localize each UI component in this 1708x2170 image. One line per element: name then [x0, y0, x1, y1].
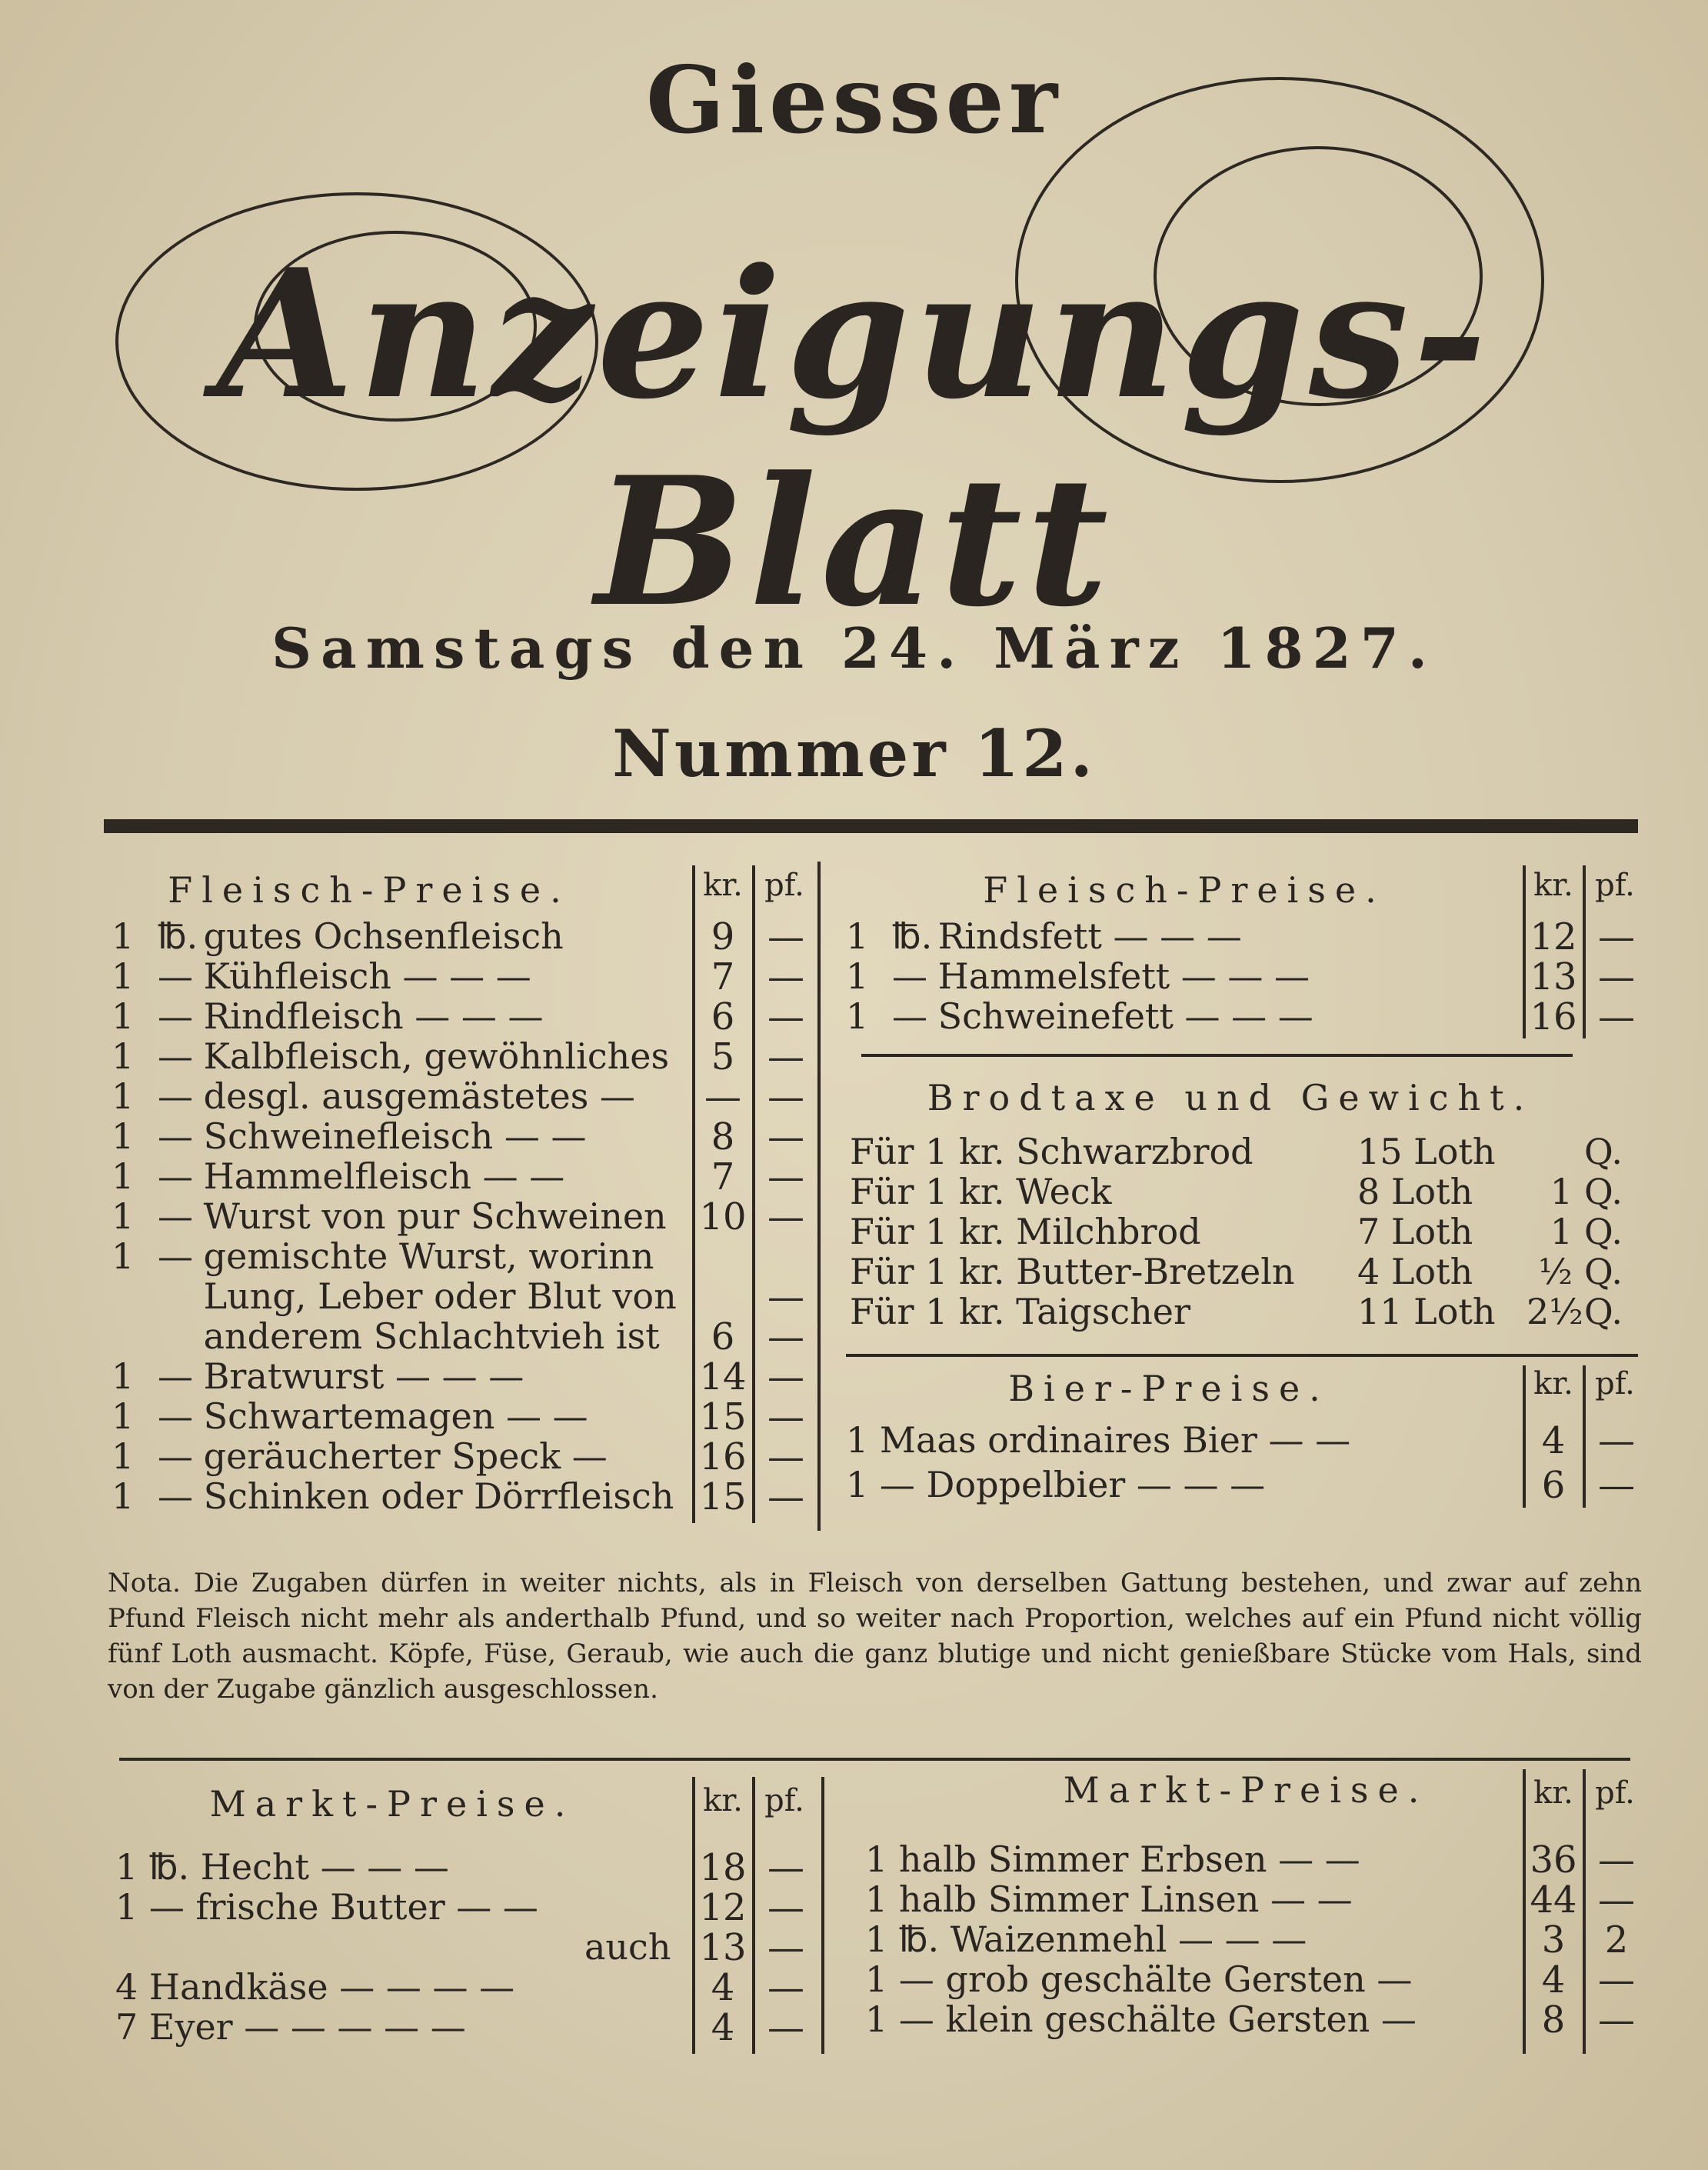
meat-left-row: [112, 1075, 635, 1117]
top-rule: [104, 819, 1638, 833]
meat-right-row: [846, 995, 1313, 1037]
row-item: Kalbfleisch, gewöhnliches: [192, 1035, 670, 1077]
bread-weight: 7 Loth: [1357, 1211, 1473, 1252]
meat-left-row: [112, 1275, 677, 1317]
row-kr: 4: [1541, 1958, 1566, 2002]
row-kr: 12: [1530, 915, 1577, 958]
meat-left-row: [112, 1195, 667, 1237]
row-kr: 8: [1541, 1998, 1566, 2042]
row-unit: —: [158, 955, 193, 997]
row-unit: —: [158, 1035, 193, 1077]
market-right-kr-line-l: [1523, 1769, 1526, 2054]
row-pf: —: [1598, 955, 1635, 998]
row-pf: —: [767, 1355, 804, 1398]
row-quantity: 1: [112, 1195, 135, 1237]
beer-rule: [846, 1354, 1638, 1357]
row-quantity: 1: [112, 1355, 135, 1397]
row-pf: —: [767, 1435, 804, 1478]
row-pf: —: [1598, 915, 1635, 958]
row-item: Schinken oder Dörrfleisch: [192, 1475, 674, 1517]
row-pf: —: [1598, 1878, 1635, 1922]
row-quantity: 1: [846, 915, 869, 957]
meat-left-row: [112, 1355, 524, 1397]
meat-left-row: [112, 1115, 587, 1157]
bread-weight: 8 Loth: [1357, 1171, 1473, 1212]
row-item: Bratwurst — — —: [192, 1355, 524, 1397]
row-unit: —: [158, 995, 193, 1037]
bread-label: Für 1 kr. Weck: [850, 1171, 1112, 1212]
row-kr: 15: [699, 1395, 747, 1438]
meat-left-row: [112, 1035, 669, 1077]
row-pf: —: [767, 1966, 804, 2009]
row-item: geräucherter Speck —: [192, 1435, 608, 1477]
masthead-top: Giesser: [645, 46, 1063, 155]
row-item: anderem Schlachtvieh ist: [192, 1315, 660, 1357]
meat-right-pf-header: pf.: [1595, 868, 1635, 903]
row-kr: 6: [711, 1315, 735, 1358]
row-unit: —: [158, 1355, 193, 1397]
row-unit: ℔.: [158, 915, 198, 957]
masthead-title: Anzeigungs-Blatt: [216, 231, 1492, 646]
row-kr: 6: [711, 995, 735, 1038]
meat-left-kr-line-l: [692, 865, 695, 1523]
bread-label: Für 1 kr. Schwarzbrod: [850, 1131, 1254, 1172]
row-unit: ℔.: [892, 915, 933, 957]
row-quantity: 1: [112, 1475, 135, 1517]
row-pf: —: [767, 1115, 804, 1158]
bread-quarter-count: 2½: [1527, 1291, 1583, 1332]
meat-left-title: Fleisch-Preise.: [168, 869, 571, 911]
meat-left-row: [112, 1395, 588, 1437]
bread-quarter-unit: Q.: [1584, 1291, 1623, 1332]
row-kr: 9: [711, 915, 735, 958]
row-kr: 14: [699, 1355, 747, 1398]
market-rule: [119, 1758, 1630, 1761]
row-item: Schweinefleisch — —: [192, 1115, 587, 1157]
meat-left-row: [112, 1235, 654, 1277]
market-right-row-item: 1 — grob geschälte Gersten —: [865, 1958, 1413, 2000]
row-kr: 16: [699, 1435, 747, 1478]
row-item: Schwartemagen — —: [192, 1395, 588, 1437]
row-item: Kühfleisch — — —: [192, 955, 531, 997]
row-kr: 16: [1530, 995, 1577, 1038]
row-item: gutes Ochsenfleisch: [192, 915, 564, 957]
meat-right-row: [846, 955, 1310, 997]
market-right-row-item: 1 — klein geschälte Gersten —: [865, 1998, 1417, 2040]
row-unit: —: [158, 1115, 193, 1157]
row-pf: —: [1598, 1838, 1635, 1882]
row-pf: —: [767, 1275, 804, 1318]
row-pf: —: [1598, 995, 1635, 1038]
row-kr: 8: [711, 1115, 735, 1158]
row-quantity: 1: [846, 995, 869, 1037]
row-quantity: 1: [112, 1115, 135, 1157]
meat-left-row: [112, 1155, 564, 1197]
row-quantity: 1: [112, 995, 135, 1037]
row-pf: —: [767, 1075, 804, 1118]
row-quantity: 1: [112, 1435, 135, 1477]
row-item: desgl. ausgemästetes —: [192, 1075, 635, 1117]
bread-weight: 4 Loth: [1357, 1251, 1473, 1292]
meat-left-row: [112, 1435, 608, 1477]
meat-right-kr-header: kr.: [1533, 868, 1573, 903]
row-item: Hammelsfett — — —: [927, 955, 1310, 997]
row-item: Wurst von pur Schweinen: [192, 1195, 667, 1237]
market-left-row-item: auch: [584, 1926, 671, 1968]
market-right-kr-header: kr.: [1533, 1775, 1573, 1811]
bread-label: Für 1 kr. Butter-Bretzeln: [850, 1251, 1295, 1292]
row-quantity: 1: [112, 915, 135, 957]
row-item: Hammelfleisch — —: [192, 1155, 565, 1197]
market-left-kr-header: kr.: [703, 1783, 743, 1818]
market-right-row-item: 1 halb Simmer Erbsen — —: [865, 1838, 1360, 1880]
bread-weight: 15 Loth: [1357, 1131, 1496, 1172]
bread-quarter-unit: Q.: [1584, 1251, 1623, 1292]
row-pf: —: [1598, 1464, 1635, 1507]
meat-right-kr-line-l: [1523, 865, 1526, 1038]
row-quantity: 1: [112, 1235, 135, 1277]
row-kr: 7: [711, 955, 735, 998]
meat-left-row: [112, 1315, 660, 1357]
beer-row-item: 1 — Doppelbier — — —: [846, 1464, 1266, 1505]
row-pf: —: [767, 2006, 804, 2049]
row-item: Rindfleisch — — —: [192, 995, 544, 1037]
row-unit: —: [892, 955, 927, 997]
row-kr: 12: [699, 1886, 747, 1929]
row-unit: —: [158, 1075, 193, 1117]
meat-right-kr-line-r: [1583, 865, 1586, 1038]
row-item: gemischte Wurst, worinn: [192, 1235, 654, 1277]
row-unit: —: [158, 1155, 193, 1197]
issue-number: Nummer 12.: [612, 715, 1096, 792]
row-unit: —: [158, 1195, 193, 1237]
row-pf: —: [767, 1395, 804, 1438]
row-kr: 3: [1541, 1918, 1566, 1962]
meat-right-title: Fleisch-Preise.: [983, 869, 1386, 911]
row-pf: —: [767, 1035, 804, 1078]
bread-rule: [861, 1054, 1573, 1057]
row-pf: —: [1598, 1998, 1635, 2042]
row-pf: —: [767, 955, 804, 998]
row-item: Schweinefett — — —: [927, 995, 1313, 1037]
market-center-divider: [821, 1777, 824, 2054]
bread-label: Für 1 kr. Milchbrod: [850, 1211, 1201, 1252]
market-right-row-item: 1 ℔. Waizenmehl — — —: [865, 1918, 1307, 1960]
meat-left-row: [112, 995, 544, 1037]
row-item: Lung, Leber oder Blut von: [192, 1275, 677, 1317]
row-kr: 15: [699, 1475, 747, 1518]
market-left-pf-header: pf.: [764, 1783, 804, 1818]
row-pf: —: [767, 915, 804, 958]
meat-left-row: [112, 955, 531, 997]
row-kr: 4: [1541, 1419, 1566, 1462]
beer-title: Bier-Preise.: [1008, 1368, 1330, 1409]
row-kr: —: [704, 1075, 741, 1118]
market-left-row-item: 4 Handkäse — — — —: [115, 1966, 515, 2008]
beer-kr-header: kr.: [1533, 1366, 1573, 1402]
meat-left-kr-line-r: [752, 865, 755, 1523]
row-item: Rindsfett — — —: [927, 915, 1242, 957]
row-unit: —: [158, 1435, 193, 1477]
market-left-row-item: 7 Eyer — — — — —: [115, 2006, 466, 2048]
row-pf: 2: [1604, 1918, 1629, 1962]
row-unit: —: [158, 1235, 193, 1277]
market-left-row-item: 1 — frische Butter — —: [115, 1886, 538, 1928]
row-pf: —: [1598, 1958, 1635, 2002]
row-kr: 10: [699, 1195, 747, 1238]
row-kr: 13: [699, 1926, 747, 1969]
row-pf: —: [767, 1846, 804, 1889]
row-pf: —: [767, 1926, 804, 1969]
market-right-pf-header: pf.: [1595, 1775, 1635, 1811]
meat-left-row: [112, 1475, 674, 1517]
beer-kr-line-r: [1583, 1365, 1586, 1508]
market-right-kr-line-r: [1583, 1769, 1586, 2054]
bread-quarter-count: 1: [1550, 1211, 1573, 1252]
center-divider: [817, 862, 821, 1531]
row-quantity: 1: [112, 1075, 135, 1117]
row-kr: 7: [711, 1155, 735, 1198]
bread-title: Brodtaxe und Gewicht.: [927, 1077, 1534, 1118]
row-pf: —: [767, 1155, 804, 1198]
row-pf: —: [767, 995, 804, 1038]
market-left-kr-line-l: [692, 1777, 695, 2054]
row-quantity: 1: [112, 955, 135, 997]
beer-pf-header: pf.: [1595, 1366, 1635, 1402]
bread-quarter-unit: Q.: [1584, 1211, 1623, 1252]
meat-left-row: [112, 915, 564, 957]
row-kr: 13: [1530, 955, 1577, 998]
row-kr: 36: [1530, 1838, 1577, 1882]
meat-left-kr-header: kr.: [703, 868, 743, 903]
bread-weight: 11 Loth: [1357, 1291, 1496, 1332]
row-kr: 4: [711, 1966, 735, 2009]
dateline: Samstags den 24. März 1827.: [271, 615, 1437, 681]
market-right-row-item: 1 halb Simmer Linsen — —: [865, 1878, 1353, 1920]
meat-right-row: [846, 915, 1242, 957]
bread-quarter-count: ½: [1538, 1251, 1573, 1292]
row-quantity: 1: [112, 1035, 135, 1077]
row-unit: —: [158, 1395, 193, 1437]
bread-label: Für 1 kr. Taigscher: [850, 1291, 1190, 1332]
row-unit: —: [892, 995, 927, 1037]
beer-row-item: 1 Maas ordinaires Bier — —: [846, 1419, 1351, 1461]
bread-quarter-count: 1: [1550, 1171, 1573, 1212]
market-left-row-item: 1 ℔. Hecht — — —: [115, 1846, 449, 1888]
row-quantity: 1: [112, 1395, 135, 1437]
row-kr: 6: [1541, 1464, 1566, 1507]
market-left-title: Markt-Preise.: [209, 1783, 575, 1825]
row-kr: 44: [1530, 1878, 1577, 1922]
row-pf: —: [767, 1886, 804, 1929]
row-quantity: 1: [112, 1155, 135, 1197]
row-kr: 18: [699, 1846, 747, 1889]
row-kr: 5: [711, 1035, 735, 1078]
beer-kr-line-l: [1523, 1365, 1526, 1508]
bread-quarter-unit: Q.: [1584, 1131, 1623, 1172]
row-kr: 4: [711, 2006, 735, 2049]
bread-quarter-unit: Q.: [1584, 1171, 1623, 1212]
market-left-kr-line-r: [752, 1777, 755, 2054]
row-quantity: 1: [846, 955, 869, 997]
row-pf: —: [767, 1315, 804, 1358]
row-pf: —: [767, 1195, 804, 1238]
row-pf: —: [1598, 1419, 1635, 1462]
row-pf: —: [767, 1475, 804, 1518]
row-unit: —: [158, 1475, 193, 1517]
market-right-title: Markt-Preise.: [1063, 1769, 1429, 1811]
nota-paragraph: Nota. Die Zugaben dürfen in weiter nichts, als in Fleisch von derselben Gattung bestehen, und zwar auf zehn Pfund Fleisch nicht mehr als anderthalb Pfund, und so weiter nach Proportion, welches auf ein Pfund nicht völlig fünf Loth ausmacht. Köpfe, Füse, Geraub, wie auch die ganz blutige und nicht genießbare Stücke vom Hals, sind von der Zugabe gänzlich ausgeschlossen.: [108, 1568, 1642, 1705]
meat-left-pf-header: pf.: [764, 868, 804, 903]
